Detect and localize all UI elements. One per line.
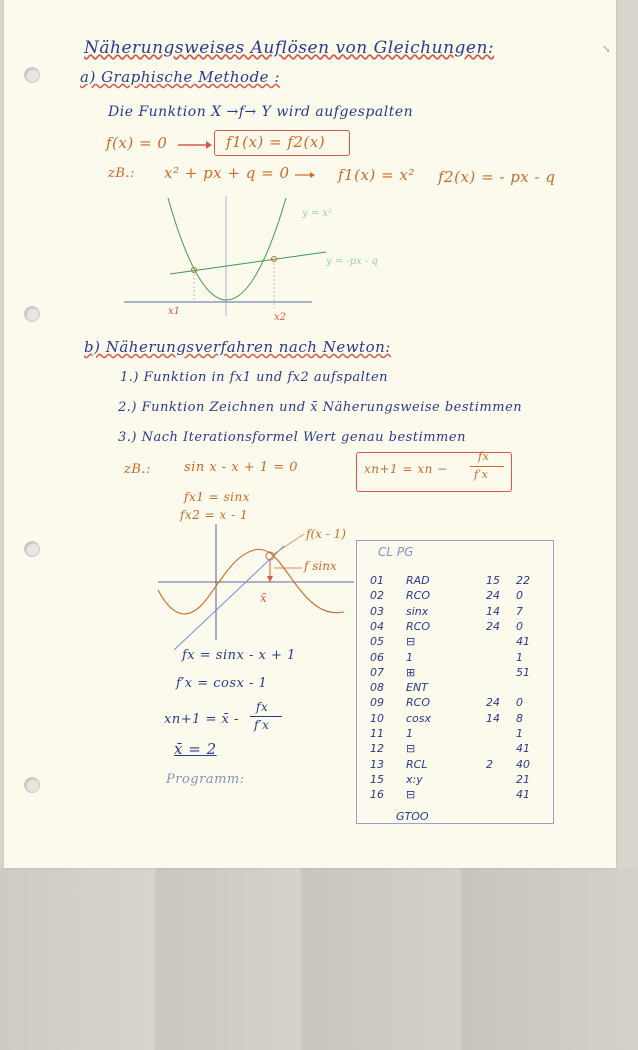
punch-hole xyxy=(25,778,39,792)
program-row-command: 1 xyxy=(406,651,413,664)
step-1: 1.) Funktion in fx1 und fx2 aufspalten xyxy=(120,370,389,385)
equation-f1-f2: f1(x) = f2(x) xyxy=(226,133,326,151)
program-row-key-b: 7 xyxy=(516,605,523,618)
program-row-key-b: 51 xyxy=(516,666,530,679)
program-row-number: 02 xyxy=(370,589,384,602)
program-row-command: 1 xyxy=(406,727,413,740)
label-x2: x2 xyxy=(274,312,287,322)
program-row-number: 05 xyxy=(370,635,384,648)
program-row-number: 11 xyxy=(370,727,384,740)
iteration-num: fx xyxy=(256,700,269,714)
label-xbar: x̄ xyxy=(260,591,267,605)
program-row-command: ⊟ xyxy=(406,635,416,648)
program-row-key-b: 41 xyxy=(516,788,530,801)
program-row-number: 04 xyxy=(370,620,384,633)
program-row-key-b: 0 xyxy=(516,620,523,633)
program-row-number: 16 xyxy=(370,788,384,801)
split-fx2: fx2 = x - 1 xyxy=(180,508,249,522)
label-x1: x1 xyxy=(168,306,181,317)
program-row-number: 10 xyxy=(370,712,384,725)
punch-hole xyxy=(25,307,39,321)
example-f2: f2(x) = - px - q xyxy=(438,168,556,186)
program-row-key-b: 41 xyxy=(516,742,530,755)
label-parabola: y = x² xyxy=(302,208,333,219)
program-row-command: ⊟ xyxy=(406,742,416,755)
program-header: CL PG xyxy=(378,545,414,559)
example-label: zB.: xyxy=(108,166,135,181)
program-row-key-b: 21 xyxy=(516,773,530,786)
program-row-number: 06 xyxy=(370,651,384,664)
program-row-number: 15 xyxy=(370,773,384,786)
program-row-key-a: 24 xyxy=(486,589,500,602)
example-f1: f1(x) = x² xyxy=(338,166,415,184)
program-row-number: 03 xyxy=(370,605,384,618)
newton-formula-num: fx xyxy=(478,450,490,463)
program-row-command: RCO xyxy=(406,589,430,602)
program-row-key-a: 15 xyxy=(486,574,500,587)
fraction-bar xyxy=(470,466,504,467)
program-row-command: RCO xyxy=(406,696,430,709)
program-row-key-b: 41 xyxy=(516,635,530,648)
program-row-key-b: 1 xyxy=(516,651,523,664)
program-row-number: 08 xyxy=(370,681,384,694)
iteration-left: xn+1 = x̄ - xyxy=(164,712,239,727)
program-footer: GTOO xyxy=(396,810,429,823)
label-f-sin: f sinx xyxy=(304,559,337,573)
derivation-fprime: f′x = cosx - 1 xyxy=(176,676,268,691)
program-row-number: 01 xyxy=(370,574,384,587)
program-row-key-a: 24 xyxy=(486,620,500,633)
xbar-value: x̄ = 2 xyxy=(174,740,217,758)
program-row-command: ENT xyxy=(406,681,428,694)
notebook-page xyxy=(4,0,616,868)
program-row-key-a: 14 xyxy=(486,712,500,725)
program-row-command: sinx xyxy=(406,605,429,618)
program-row-command: cosx xyxy=(406,712,432,725)
program-row-number: 07 xyxy=(370,666,384,679)
program-row-command: RCO xyxy=(406,620,430,633)
section-a-line1: Die Funktion X →f→ Y wird aufgespalten xyxy=(108,104,414,120)
derivation-fx: fx = sinx - x + 1 xyxy=(182,648,296,663)
fraction-bar xyxy=(250,716,282,717)
straight-line xyxy=(170,252,326,274)
program-row-command: RCL xyxy=(406,758,428,771)
punch-hole xyxy=(25,542,39,556)
program-row-command: ⊞ xyxy=(406,666,416,679)
program-row-key-a: 2 xyxy=(486,758,493,771)
label-line: y = -px - q xyxy=(326,256,378,267)
page-title: Näherungsweises Auflösen von Gleichungen: xyxy=(84,38,495,58)
program-row-key-b: 22 xyxy=(516,574,530,587)
program-row-command: RAD xyxy=(406,574,430,587)
arrow-icon xyxy=(176,138,212,152)
iteration-den: f′x xyxy=(254,718,270,732)
equation-fx-zero: f(x) = 0 xyxy=(106,134,168,152)
split-fx1: fx1 = sinx xyxy=(184,490,251,504)
example-label-b: zB.: xyxy=(124,462,151,477)
example-equation-b: sin x - x + 1 = 0 xyxy=(184,460,299,475)
program-row-key-b: 0 xyxy=(516,696,523,709)
punch-hole xyxy=(25,68,39,82)
program-row-command: x:y xyxy=(406,773,423,786)
program-row-number: 12 xyxy=(370,742,384,755)
program-row-key-b: 8 xyxy=(516,712,523,725)
step-2: 2.) Funktion Zeichnen und x̄ Näherungsweise bestimmen xyxy=(118,400,523,415)
sine-graph xyxy=(154,520,364,660)
program-row-command: ⊟ xyxy=(406,788,416,801)
label-f-line: f(x - 1) xyxy=(306,527,346,541)
program-row-key-a: 14 xyxy=(486,605,500,618)
newton-formula-left: xn+1 = xn − xyxy=(364,462,448,476)
program-row-key-a: 24 xyxy=(486,696,500,709)
arrow-icon xyxy=(294,170,316,180)
newton-formula-den: f′x xyxy=(474,468,489,481)
program-row-number: 13 xyxy=(370,758,384,771)
section-b-heading: b) Näherungsverfahren nach Newton: xyxy=(84,338,391,356)
program-row-key-b: 1 xyxy=(516,727,523,740)
step-3: 3.) Nach Iterationsformel Wert genau bestimmen xyxy=(118,430,466,445)
example-equation: x² + px + q = 0 xyxy=(164,164,290,182)
parabola-curve xyxy=(168,198,286,300)
program-row-key-b: 0 xyxy=(516,589,523,602)
section-a-heading: a) Graphische Methode : xyxy=(80,68,280,86)
line-x-minus-1 xyxy=(174,546,284,650)
program-label: Programm: xyxy=(166,772,245,787)
corner-mark: ↘ xyxy=(602,44,611,55)
program-row-number: 09 xyxy=(370,696,384,709)
parabola-graph xyxy=(114,192,384,322)
table-surface xyxy=(0,868,638,1050)
program-row-key-b: 40 xyxy=(516,758,530,771)
